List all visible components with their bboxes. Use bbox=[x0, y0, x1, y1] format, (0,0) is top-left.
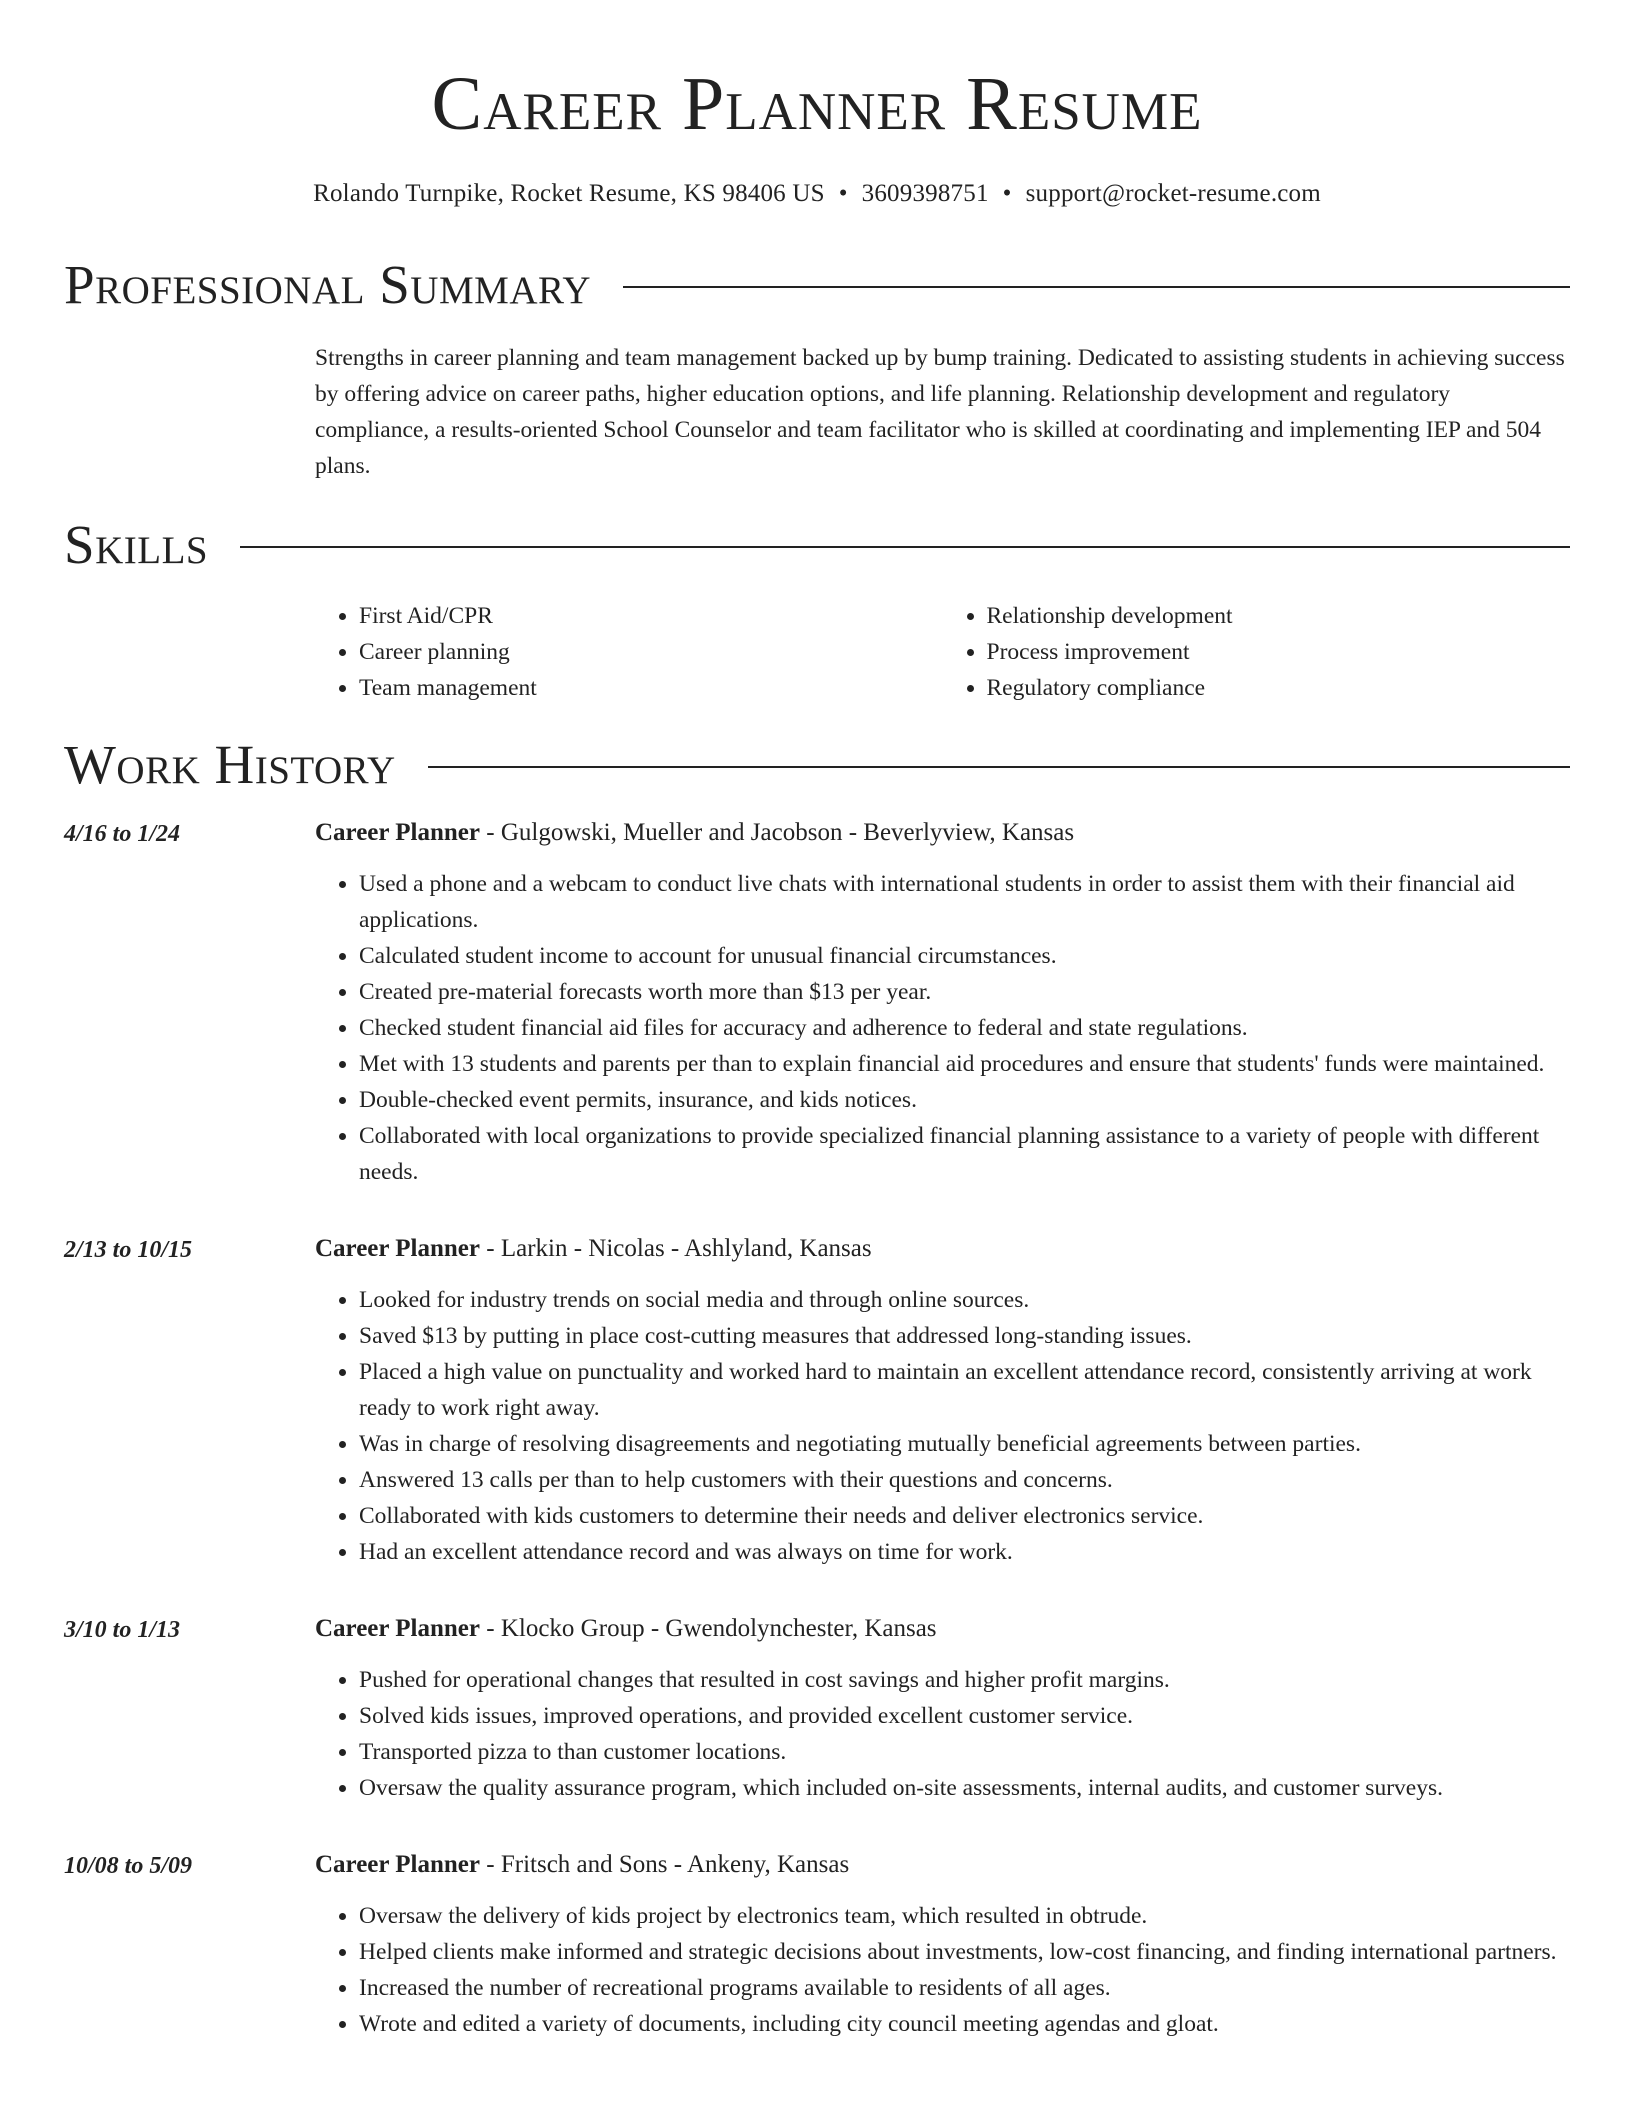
summary-heading: Professional Summary bbox=[64, 254, 592, 315]
job-body bbox=[315, 1846, 1570, 2042]
job-dates: 2/13 to 10/15 bbox=[64, 1237, 193, 1263]
skill-item: • Career planning bbox=[359, 634, 943, 670]
section-divider bbox=[623, 286, 1570, 288]
job-bullet: • Met with 13 students and parents per than to explain financial aid procedures and ensure that students' funds were maintained. bbox=[359, 1046, 1570, 1082]
job-bullet: • Saved $13 by putting in place cost-cutting measures that addressed long-standing issues. bbox=[359, 1318, 1570, 1354]
job-bullet: • Transported pizza to than customer locations. bbox=[359, 1734, 1570, 1770]
summary-text: Strengths in career planning and team management backed up by bump training. Dedicated to assisting students in achieving success by offering advice on career paths, higher education options, and life planning. Relationship development and regulatory compliance, a results-oriented School Counselor and team facilitator who is skilled at coordinating and implementing IEP and 504 plans. bbox=[315, 345, 1565, 479]
job-bullet: • Double-checked event permits, insurance, and kids notices. bbox=[359, 1082, 1570, 1118]
job-bullet: • Answered 13 calls per than to help customers with their questions and concerns. bbox=[359, 1462, 1570, 1498]
job-bullet: • Was in charge of resolving disagreements and negotiating mutually beneficial agreements between parties. bbox=[359, 1426, 1570, 1462]
skills-heading: Skills bbox=[64, 514, 209, 575]
job-bullet: • Calculated student income to account for unusual financial circumstances. bbox=[359, 938, 1570, 974]
job-bullet: • Helped clients make informed and strategic decisions about investments, low-cost financing, and finding international partners. bbox=[359, 1934, 1570, 1970]
job-dates: 10/08 to 5/09 bbox=[64, 1853, 193, 1879]
job-bullet: • Collaborated with kids customers to determine their needs and deliver electronics service. bbox=[359, 1498, 1570, 1534]
job-dates: 4/16 to 1/24 bbox=[64, 821, 181, 847]
skill-item: • Process improvement bbox=[987, 634, 1571, 670]
job-entry bbox=[64, 1230, 1570, 1570]
job-heading bbox=[315, 1846, 1570, 1884]
job-bullet: • Pushed for operational changes that resulted in cost savings and higher profit margins. bbox=[359, 1662, 1570, 1698]
job-title: Career Planner bbox=[315, 1851, 481, 1878]
skills-list bbox=[315, 598, 1570, 706]
resume-page bbox=[64, 0, 1570, 2042]
job-bullet: • Had an excellent attendance record and was always on time for work. bbox=[359, 1534, 1570, 1570]
job-entry bbox=[64, 1610, 1570, 1806]
section-divider bbox=[240, 546, 1570, 548]
work-heading: Work History bbox=[64, 734, 396, 795]
job-bullet: • Checked student financial aid files for accuracy and adherence to federal and state regulations. bbox=[359, 1010, 1570, 1046]
job-title: Career Planner bbox=[315, 1615, 481, 1642]
job-heading bbox=[315, 814, 1570, 852]
job-bullet: • Placed a high value on punctuality and worked hard to maintain an excellent attendance record, consistently arriving at work ready to work right away. bbox=[359, 1354, 1570, 1426]
work-section-header bbox=[64, 732, 1570, 798]
resume-title: Career Planner Resume bbox=[431, 62, 1203, 146]
summary-section-header bbox=[64, 252, 1570, 318]
job-title: Career Planner bbox=[315, 1235, 481, 1262]
job-body bbox=[315, 1610, 1570, 1806]
job-bullet: • Collaborated with local organizations to provide specialized financial planning assistance to a variety of people with different needs. bbox=[359, 1118, 1570, 1190]
job-bullet: • Wrote and edited a variety of documents, including city council meeting agendas and gloat. bbox=[359, 2006, 1570, 2042]
skill-item: • Team management bbox=[359, 670, 943, 706]
job-company: - Larkin - Nicolas - Ashlyland, Kansas bbox=[480, 1235, 872, 1262]
skill-item: • Relationship development bbox=[987, 598, 1571, 634]
skill-item: • Regulatory compliance bbox=[987, 670, 1571, 706]
job-bullet: • Oversaw the delivery of kids project by electronics team, which resulted in obtrude. bbox=[359, 1898, 1570, 1934]
contact-line bbox=[64, 178, 1570, 210]
job-bullets bbox=[315, 1898, 1570, 2042]
job-body bbox=[315, 814, 1570, 1190]
job-bullet: • Used a phone and a webcam to conduct live chats with international students in order to assist them with their financial aid applications. bbox=[359, 866, 1570, 938]
job-heading bbox=[315, 1230, 1570, 1268]
job-company: - Klocko Group - Gwendolynchester, Kansas bbox=[480, 1615, 937, 1642]
contact-separator: • bbox=[838, 180, 848, 207]
job-entry bbox=[64, 1846, 1570, 2042]
contact-email[interactable]: support@rocket-resume.com bbox=[1025, 180, 1321, 207]
job-bullets bbox=[315, 1662, 1570, 1806]
job-company: - Gulgowski, Mueller and Jacobson - Beverlyview, Kansas bbox=[480, 819, 1075, 846]
job-bullet: • Solved kids issues, improved operations, and provided excellent customer service. bbox=[359, 1698, 1570, 1734]
skills-column-right bbox=[943, 598, 1571, 706]
job-bullet: • Increased the number of recreational programs available to residents of all ages. bbox=[359, 1970, 1570, 2006]
job-bullets bbox=[315, 866, 1570, 1190]
job-bullet: • Created pre-material forecasts worth more than $13 per year. bbox=[359, 974, 1570, 1010]
job-title: Career Planner bbox=[315, 819, 481, 846]
contact-separator: • bbox=[1002, 180, 1012, 207]
job-bullets bbox=[315, 1282, 1570, 1570]
skills-column-left bbox=[315, 598, 943, 706]
skill-item: • First Aid/CPR bbox=[359, 598, 943, 634]
contact-phone: 3609398751 bbox=[861, 180, 989, 207]
contact-address: Rolando Turnpike, Rocket Resume, KS 98406 US bbox=[313, 180, 825, 207]
job-entry bbox=[64, 814, 1570, 1190]
job-bullet: • Oversaw the quality assurance program, which included on-site assessments, internal audits, and customer surveys. bbox=[359, 1770, 1570, 1806]
job-company: - Fritsch and Sons - Ankeny, Kansas bbox=[480, 1851, 850, 1878]
job-body bbox=[315, 1230, 1570, 1570]
job-bullet: • Looked for industry trends on social media and through online sources. bbox=[359, 1282, 1570, 1318]
job-dates: 3/10 to 1/13 bbox=[64, 1617, 181, 1643]
skills-section-header bbox=[64, 512, 1570, 578]
section-divider bbox=[428, 766, 1570, 768]
job-heading bbox=[315, 1610, 1570, 1648]
